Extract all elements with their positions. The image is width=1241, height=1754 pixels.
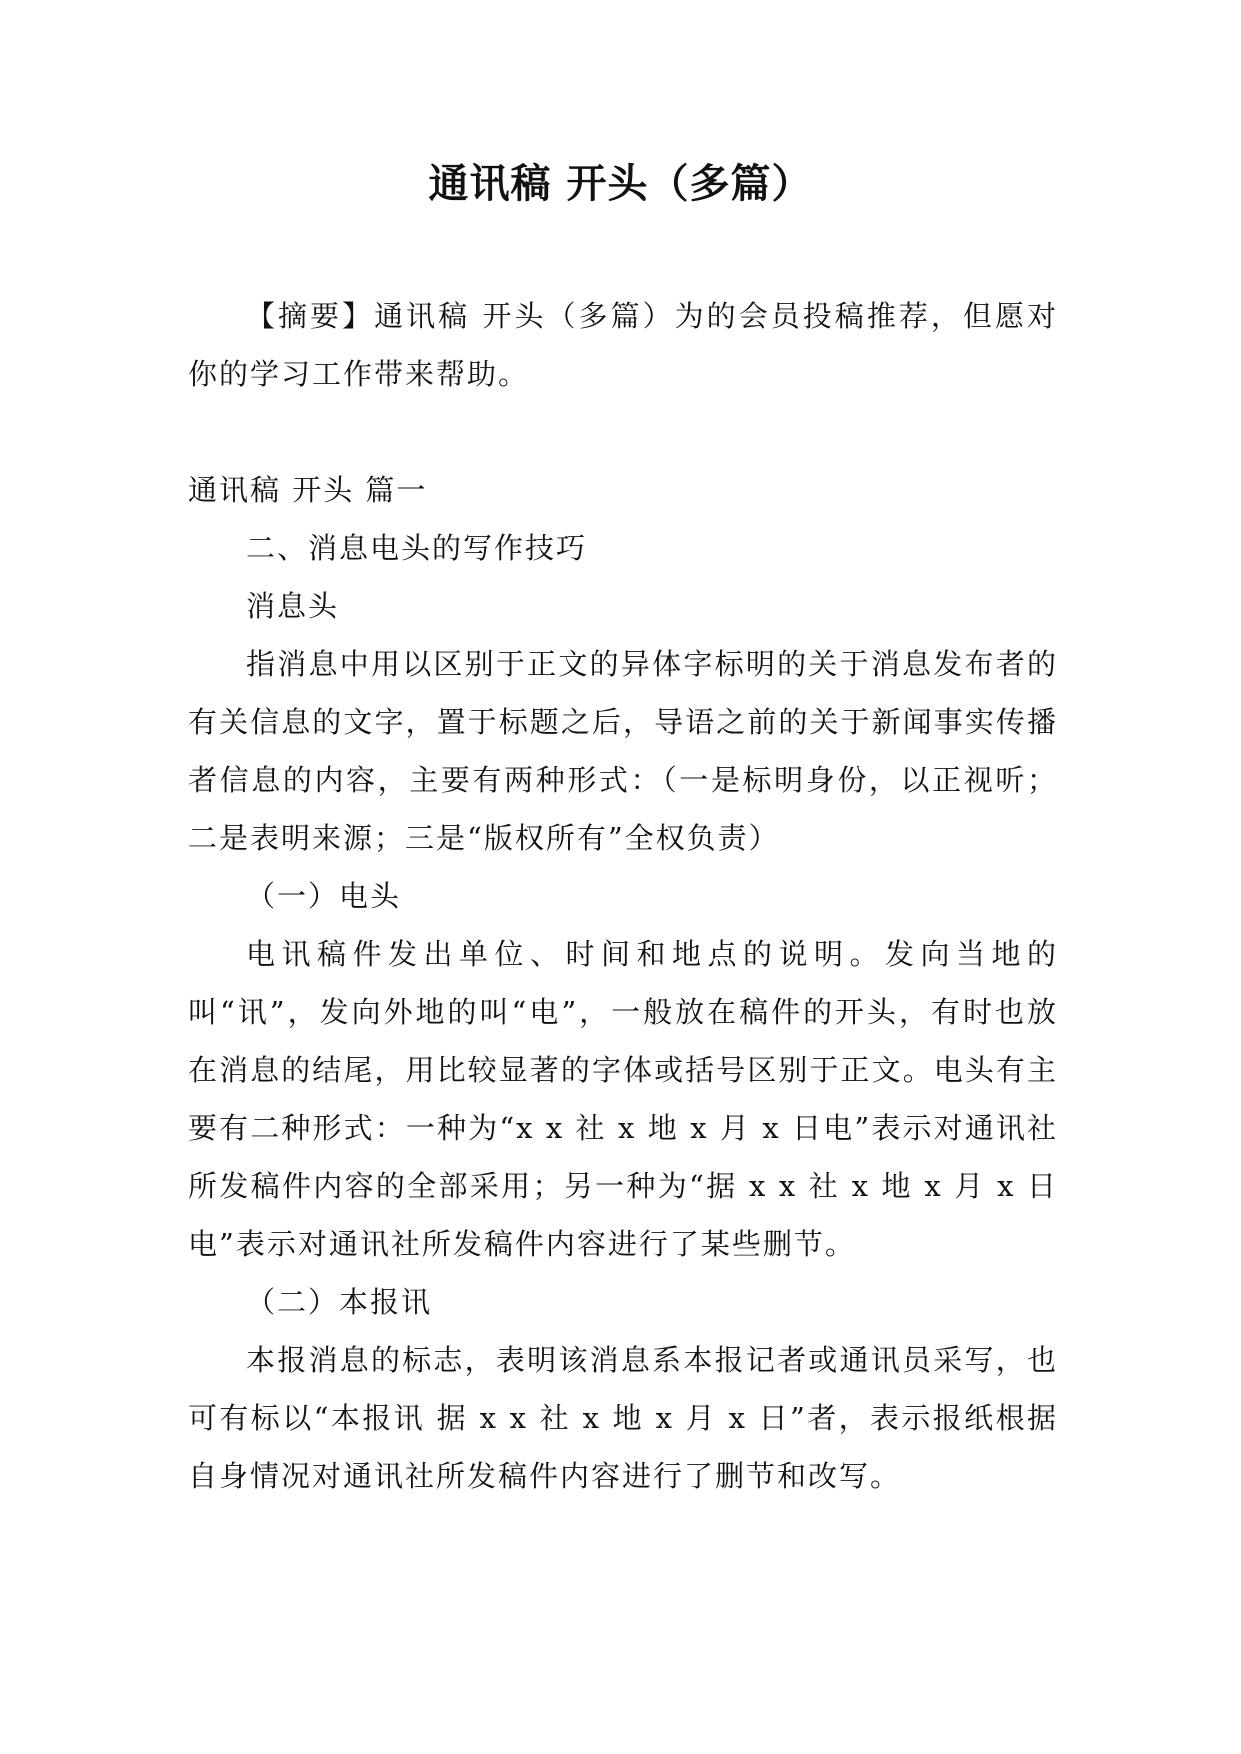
subheading-ben-bao-xun: （二）本报讯 — [246, 1285, 433, 1319]
abstract-paragraph: 【摘要】通讯稿 开头（多篇）为的会员投稿推荐，但愿对你的学习工作带来帮助。 — [188, 299, 1058, 391]
body-paragraph-2: 电讯稿件发出单位、时间和地点的说明。发向当地的叫“讯”，发向外地的叫“电”，一般放在稿件的开头，有时也放在消息的结尾，用比较显著的字体或括号区别于正文。电头有主要有二种形式：一种为“x x 社 x 地 x 月 x 日电”表示对通讯社所发稿件内容的全部采用；另一种为“据 x x 社 x 地 x 月 x 日电”表示对通讯社所发稿件内容进行了某些删节。 — [188, 937, 1058, 1261]
document-title: 通讯稿 开头（多篇） — [428, 161, 813, 207]
document-body — [188, 287, 1058, 1505]
body-paragraph-3: 本报消息的标志，表明该消息系本报记者或通讯员采写，也可有标以“本报讯 据 x x 社 x 地 x 月 x 日”者，表示报纸根据自身情况对通讯社所发稿件内容进行了删节和改写。 — [188, 1343, 1058, 1493]
paragraph-heading-2: 消息头 — [246, 589, 340, 623]
paragraph-heading-1: 二、消息电头的写作技巧 — [246, 531, 588, 565]
subheading-dian-tou: （一）电头 — [246, 879, 402, 913]
body-paragraph-1: 指消息中用以区别于正文的异体字标明的关于消息发布者的有关信息的文字，置于标题之后，导语之前的关于新闻事实传播者信息的内容，主要有两种形式：（一是标明身份，以正视听；二是表明来源；三是“版权所有”全权负责） — [188, 647, 1058, 855]
section-title: 通讯稿 开头 篇一 — [188, 473, 428, 507]
